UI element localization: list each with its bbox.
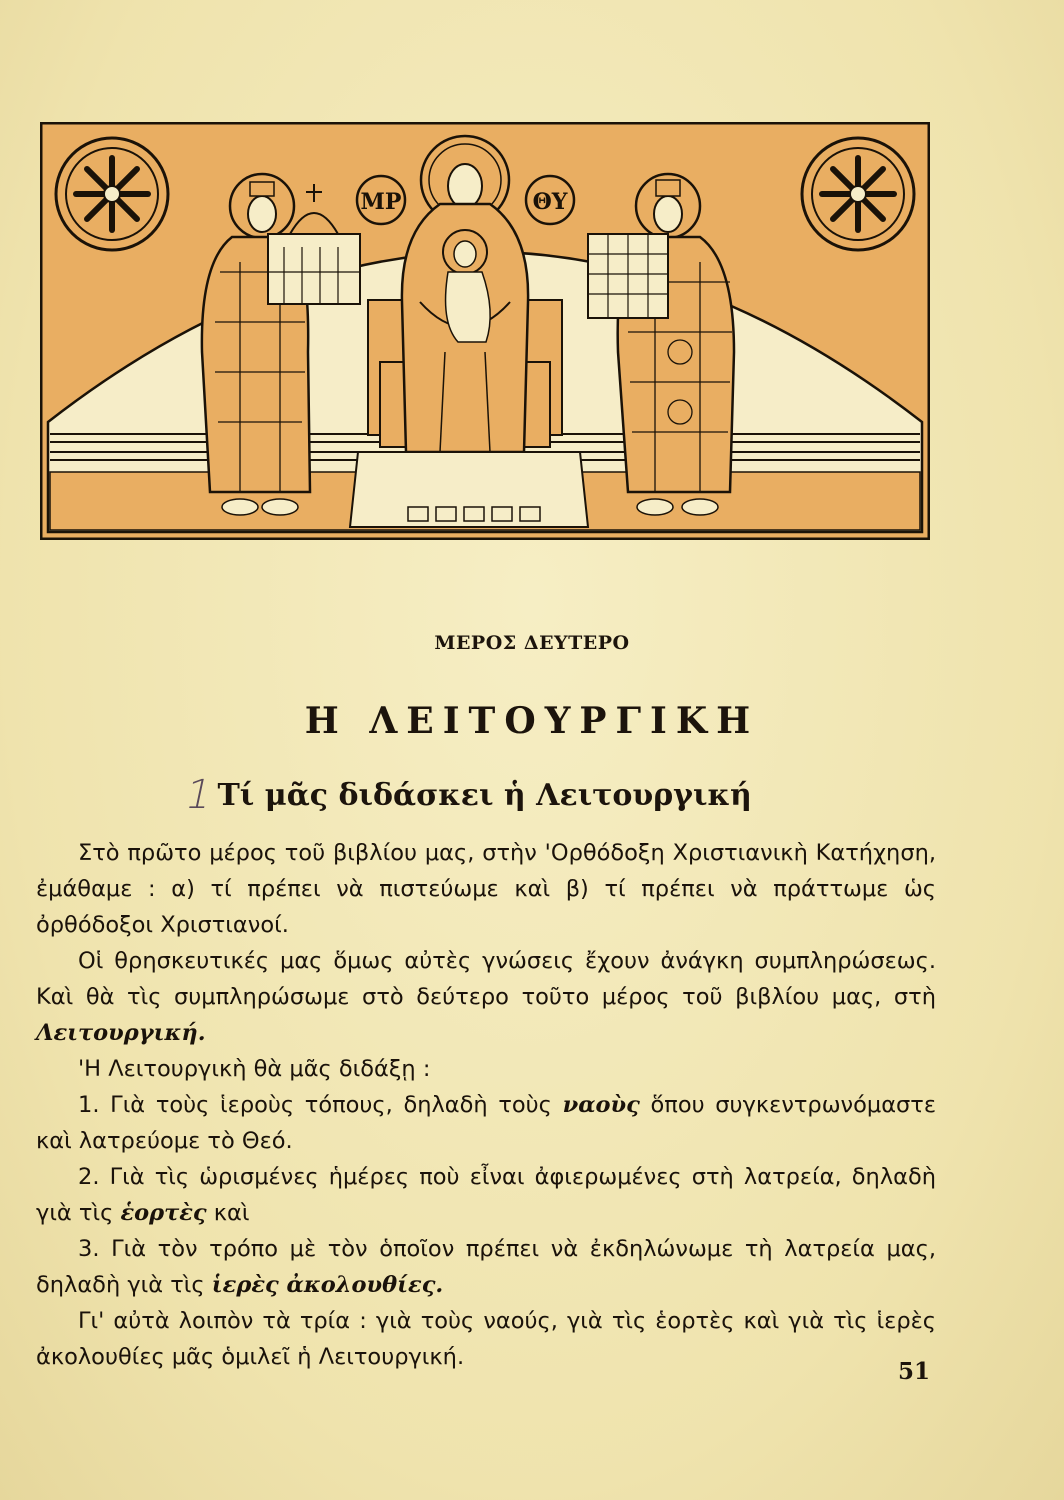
chi-rho-roundel-right-icon bbox=[802, 138, 914, 250]
term-ieres-akolouthies: ἱερὲς ἀκολουθίες. bbox=[211, 1272, 444, 1298]
paragraph-knowledge bbox=[36, 943, 936, 1051]
list-item-temples bbox=[36, 1087, 936, 1159]
paragraph-conclusion: Γι' αὐτὰ λοιπὸν τὰ τρία : γιὰ τοὺς ναούς, γιὰ τὶς ἑορτὲς καὶ γιὰ τὶς ἱερὲς ἀκολουθίες μᾶς ὁμιλεῖ ἡ Λειτουργική. bbox=[36, 1308, 936, 1370]
section-label: ΜΕΡΟΣ ΔΕΥΤΕΡΟ bbox=[434, 632, 630, 654]
monogram-theta-upsilon-text: ΘΥ bbox=[532, 189, 568, 215]
byzantine-icon-illustration bbox=[40, 122, 930, 540]
list-item-temples-text: 1. Γιὰ τοὺς ἱεροὺς τόπους, δηλαδὴ τοὺς bbox=[78, 1092, 552, 1118]
chapter-heading bbox=[181, 770, 752, 820]
chapter-number: 1 bbox=[181, 772, 217, 818]
paragraph-will-teach: 'Η Λειτουργικὴ θὰ μᾶς διδάξῃ : bbox=[78, 1056, 431, 1082]
paragraph-intro: Στὸ πρῶτο μέρος τοῦ βιβλίου μας, στὴν 'Ορθόδοξη Χριστιανικὴ Κατήχηση, ἐμάθαμε : α) τί πρέπει νὰ πιστεύωμε καὶ β) τί πρέπει νὰ πράττωμε ὡς ὀρθόδοξοι Χριστιανοί. bbox=[36, 840, 936, 938]
monogram-mp-text: ΜΡ bbox=[360, 189, 402, 215]
list-item-feasts bbox=[36, 1159, 936, 1231]
list-item-services-text: 3. Γιὰ τὸν τρόπο μὲ τὸν ὁποῖον πρέπει νὰ ἐκδηλώνωμε τὴ λατρεία μας, δηλαδὴ γιὰ τὶς bbox=[36, 1236, 936, 1298]
list-item-services bbox=[36, 1231, 936, 1303]
term-leitourgiki: Λειτουργική. bbox=[36, 1020, 206, 1046]
paragraph-knowledge-text: Οἱ θρησκευτικές μας ὅμως αὐτὲς γνώσεις ἔχουν ἀνάγκη συμπληρώσεως. Καὶ θὰ τὶς συμπληρώσωμε στὸ δεύτερο τοῦτο μέρος τοῦ βιβλίου μας, στὴ bbox=[36, 948, 936, 1010]
chi-rho-roundel-left-icon bbox=[56, 138, 168, 250]
term-naous: ναοὺς bbox=[562, 1092, 640, 1118]
list-item-temples-rest: ὅπου συγκεντρωνόμαστε καὶ λατρεύομε τὸ Θεό. bbox=[36, 1092, 937, 1154]
monogram-theta-upsilon-icon bbox=[526, 176, 574, 224]
list-item-feasts-text: 2. Γιὰ τὶς ὡρισμένες ἡμέρες ποὺ εἶναι ἀφιερωμένες στὴ λατρεία, δηλαδὴ γιὰ τὶς bbox=[36, 1164, 936, 1226]
main-title: Η ΛΕΙΤΟΥΡΓΙΚΗ bbox=[304, 700, 760, 742]
chapter-title: Τί μᾶς διδάσκει ἡ Λειτουργική bbox=[217, 777, 752, 813]
body-text bbox=[36, 835, 936, 1375]
term-eortes: ἑορτὲς bbox=[120, 1200, 207, 1226]
list-item-feasts-rest: καὶ bbox=[213, 1200, 250, 1226]
monogram-mp-icon bbox=[357, 176, 405, 224]
page-number: 51 bbox=[898, 1358, 931, 1385]
